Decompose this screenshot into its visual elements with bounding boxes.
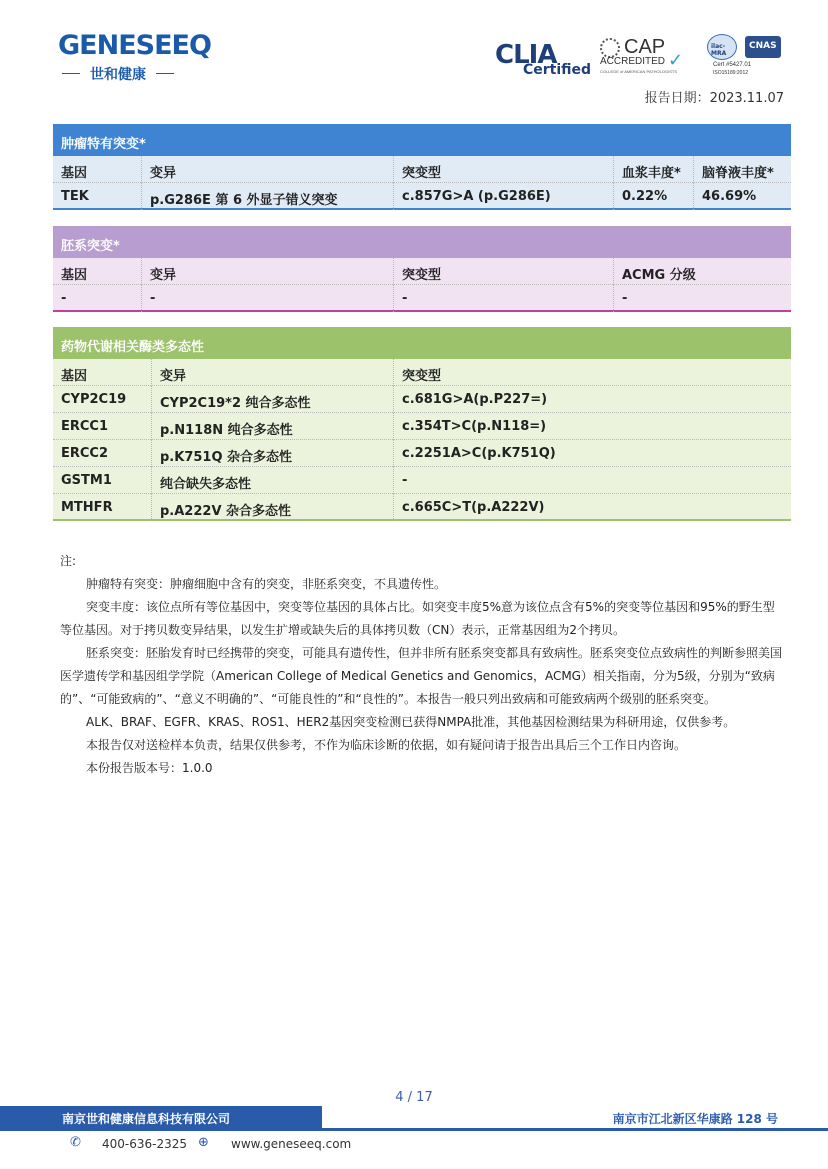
cert-number: Cert #5427.01 [713,62,752,68]
cell-mutation-type: c.857G>A (p.G286E) [393,183,613,210]
header-mutation-type: 突变型 [393,258,613,285]
clia-subtitle: Certified [523,62,592,78]
note-tumor-specific: 肿瘤特有突变：肿瘤细胞中含有的突变，非胚系突变，不具遗传性。 [86,577,447,591]
cell-acmg-grade: - [613,285,791,312]
cell-gene: - [61,291,67,306]
header-mutation-type: 突变型 [393,359,791,386]
tumor-table-title: 肿瘤特有突变* [53,124,791,156]
note-abundance: 突变丰度：该位点所有等位基因中，突变等位基因的具体占比。如突变丰度5%意为该位点含有5%的突变等位基因和95%的野生型等位基因。对于拷贝数变异结果，以发生扩增或缺失后的具体拷贝数（CN）表示，正常基因组为2个拷贝。 [60,600,775,637]
cell-gene: TEK [61,189,89,204]
cell-variant: - [141,285,393,312]
report-date: 报告日期：2023.11.07 [644,91,784,106]
cell-gene: MTHFR [61,500,113,515]
logo-wordmark: GENESEEQ [58,30,211,61]
cell-variant: 纯合缺失多态性 [151,467,393,494]
table-row [53,386,791,413]
iso-standard: ISO15189:2012 [713,70,749,76]
cap-accredited-logo [598,36,694,78]
cnas-badge-icon: CNAS [745,36,781,58]
table-header-row [53,156,791,183]
cell-mutation-type: - [393,285,613,312]
pharma-polymorphism-table [53,327,791,521]
footer-company-block [0,1106,322,1130]
logo-subtitle [58,64,178,82]
note-nmpa: ALK、BRAF、EGFR、KRAS、ROS1、HER2基因突变检测已获得NMPA批准，其他基因检测结果为科研用途，仅供参考。 [86,715,736,729]
cell-mutation-type: c.665C>T(p.A222V) [393,494,791,521]
cell-variant: p.K751Q 杂合多态性 [151,440,393,467]
cell-gene: CYP2C19 [61,392,127,407]
ilac-cnas-logo [705,32,785,80]
germline-mutation-table [53,226,791,312]
table-row [53,183,791,210]
header-variant: 变异 [141,156,393,183]
header-variant: 变异 [151,359,393,386]
header-gene: 基因 [61,369,88,384]
header-acmg-grade: ACMG 分级 [613,258,791,285]
header-gene: 基因 [61,166,88,181]
header-variant: 变异 [141,258,393,285]
table-header-row [53,258,791,285]
cell-gene: ERCC1 [61,419,109,434]
cell-variant: CYP2C19*2 纯合多态性 [151,386,393,413]
footer-divider [0,1128,828,1131]
cell-csf-abundance: 46.69% [693,183,791,210]
cell-mutation-type: c.2251A>C(p.K751Q) [393,440,791,467]
clia-title: CLIA [495,40,557,70]
footer-address: 南京市江北新区华康路 128 号 [612,1112,778,1126]
table-row [53,413,791,440]
header-plasma-abundance: 血浆丰度* [613,156,693,183]
cell-mutation-type: c.681G>A(p.P227=) [393,386,791,413]
note-version: 本份报告版本号：1.0.0 [86,761,213,775]
table-row [53,494,791,521]
footer-company: 南京世和健康信息科技有限公司 [62,1112,231,1126]
pharma-table-title: 药物代谢相关酶类多态性 [53,327,791,359]
note-germline: 胚系突变：胚胎发育时已经携带的突变，可能具有遗传性，但并非所有胚系突变都具有致病性。胚系突变位点致病性的判断参照美国医学遗传学和基因组学学院（American College of Medical Genetics and Genomics，ACMG）相关指南，分为5级，分别为“致病的”、“可能致病的”、“意义不明确的”、“可能良性的”和“良性的”。本报告一般只列出致病和可能致病两个级别的胚系突变。 [60,646,783,706]
globe-icon: ⊕ [198,1135,209,1150]
table-row [53,467,791,494]
page-number: 4 / 17 [395,1090,433,1105]
table-row [53,440,791,467]
geneseeq-logo [58,30,211,86]
cap-seal-icon [600,38,620,58]
ilac-badge-icon: ilac-MRA [707,34,737,60]
check-icon: ✓ [668,50,684,71]
cell-mutation-type: - [393,467,791,494]
clia-certified-logo [495,40,590,80]
note-disclaimer: 本报告仅对送检样本负责，结果仅供参考，不作为临床诊断的依据，如有疑问请于报告出具后三个工作日内咨询。 [86,738,687,752]
notes-label: 注: [60,554,77,568]
cell-plasma-abundance: 0.22% [613,183,693,210]
cell-gene: ERCC2 [61,446,109,461]
footer-phone: 400-636-2325 [102,1137,188,1151]
header-mutation-type: 突变型 [393,156,613,183]
cap-title: CAP [624,36,666,58]
germline-table-title: 胚系突变* [53,226,791,258]
tumor-mutation-table [53,124,791,210]
table-row [53,285,791,312]
cell-variant: p.A222V 杂合多态性 [151,494,393,521]
table-header-row [53,359,791,386]
cell-mutation-type: c.354T>C(p.N118=) [393,413,791,440]
logo-subtitle-text: 世和健康 [90,67,146,83]
footer-bar [0,1106,828,1131]
cap-org-text: COLLEGE of AMERICAN PATHOLOGISTS [600,69,677,74]
cell-variant: p.G286E 第 6 外显子错义突变 [141,183,393,210]
cell-gene: GSTM1 [61,473,112,488]
phone-icon: ✆ [70,1135,81,1150]
footer-website: www.geneseeq.com [231,1137,352,1151]
notes-section [60,550,786,780]
cell-variant: p.N118N 纯合多态性 [151,413,393,440]
header-csf-abundance: 脑脊液丰度* [693,156,791,183]
header-gene: 基因 [61,268,88,283]
cap-accredited-text: ACCREDITED [600,56,666,67]
